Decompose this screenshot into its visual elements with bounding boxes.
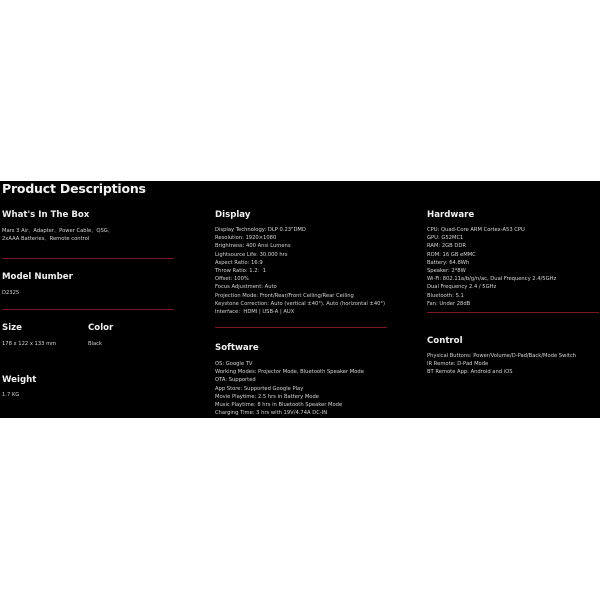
product-descriptions-panel — [0, 181, 600, 418]
list-item: Movie Playtime: 2.5 hrs in Battery Mode — [215, 393, 319, 400]
list-item: 2xAAA Batteries、Remote control — [2, 236, 90, 243]
software-specs-list — [215, 360, 364, 417]
list-item: ROM: 16 GB eMMC — [427, 251, 476, 258]
list-item: CPU: Quad-Core ARM Cortex-A53 CPU — [427, 227, 525, 233]
hardware-heading: Hardware — [427, 210, 475, 220]
control-specs-list — [427, 352, 576, 377]
list-item: Interface：HDMI | USB-A | AUX — [215, 309, 295, 316]
list-item: Resolution: 1920×1080 — [215, 235, 277, 242]
divider — [215, 327, 387, 328]
display-heading: Display — [215, 210, 251, 220]
list-item: Mars 3 Air、Adapter、Power Cable、QSG、 — [2, 228, 113, 234]
control-heading: Control — [427, 336, 463, 346]
list-item: Speaker: 2*8W — [427, 268, 466, 275]
list-item: IR Remote: D-Pad Mode — [427, 361, 489, 368]
color-heading: Color — [88, 323, 114, 333]
list-item: Dual Frequency 2.4 / 5GHz — [427, 284, 497, 291]
model-heading: Model Number — [2, 272, 73, 282]
list-item: Focus Adjustment: Auto — [215, 284, 277, 291]
list-item: Projection Mode: Front/Rear/Front Ceiling/Rear Ceiling — [215, 292, 354, 299]
software-heading: Software — [215, 343, 259, 353]
list-item: GPU: G52MC1 — [427, 235, 464, 242]
list-item: Bluetooth: 5.1 — [427, 292, 464, 299]
list-item: OTA: Supported — [215, 377, 256, 384]
size-value: 178 x 122 x 133 mm — [2, 341, 57, 347]
divider — [2, 258, 174, 259]
list-item: Wi-Fi: 802.11a/b/g/n/ac, Dual Frequency 2.4/5GHz — [427, 276, 557, 283]
model-value: D2325 — [2, 290, 20, 296]
list-item: Battery: 64.8Wh — [427, 259, 470, 266]
list-item: Lightsource Life: 30,000 hrs — [215, 251, 288, 258]
list-item: Physical Buttons: Power/Volume/D-Pad/Back/Mode Switch — [427, 353, 576, 359]
divider — [427, 312, 599, 313]
list-item: BT Remote App: Android and iOS — [427, 369, 513, 376]
box-heading: What's In The Box — [2, 210, 90, 220]
list-item: Display Technology: DLP 0.23"DMD — [215, 227, 306, 233]
list-item: Throw Ratio: 1.2：1 — [215, 268, 266, 275]
display-specs-list — [215, 226, 385, 316]
list-item: Brightness: 400 Ansi Lumens — [215, 243, 291, 250]
list-item: Aspect Ratio: 16:9 — [215, 259, 263, 266]
list-item: Offset: 100% — [215, 276, 249, 283]
list-item: Fan: Under 28dB — [427, 300, 471, 307]
list-item: RAM: 2GB DDR — [427, 243, 466, 250]
list-item: Keystone Correction: Auto (vertical ±40°), Auto (horizontal ±40°) — [215, 300, 386, 307]
divider — [2, 309, 174, 310]
list-item: Working Modes: Projector Mode, Bluetooth Speaker Mode — [215, 369, 364, 376]
page-title: Product Descriptions — [2, 181, 146, 196]
list-item: App Store: Supported Google Play — [215, 385, 304, 392]
size-heading: Size — [2, 323, 22, 333]
hardware-specs-list — [427, 226, 556, 308]
weight-value: 1.7 KG — [2, 392, 20, 398]
list-item: OS: Google TV — [215, 361, 253, 367]
list-item: Music Playtime: 8 hrs in Bluetooth Speaker Mode — [215, 402, 343, 409]
weight-heading: Weight — [2, 375, 37, 385]
box-contents-list — [2, 227, 113, 243]
color-value: Black — [88, 341, 103, 347]
list-item: Charging Time: 3 hrs with 19V/4.74A DC-IN — [215, 410, 328, 417]
